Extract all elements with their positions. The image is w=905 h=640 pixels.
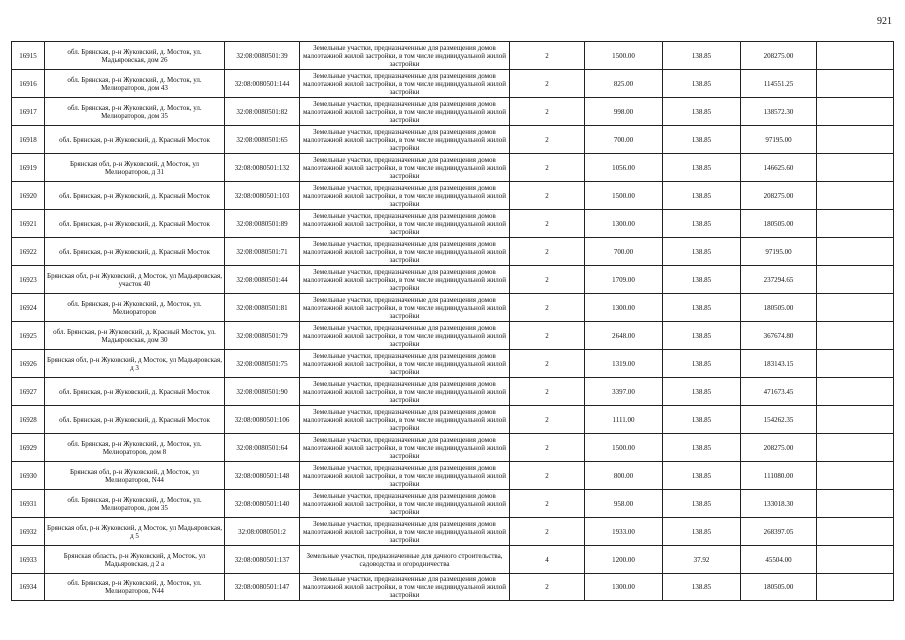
cadastral-number-cell: 32:08:0080501:75 xyxy=(225,350,300,378)
area-cell: 3397.00 xyxy=(585,378,663,406)
cadastral-number-cell: 32:08:0080501:89 xyxy=(225,210,300,238)
land-use-cell: Земельные участки, предназначенные для размещения домов малоэтажной жилой застройки, в том числе индивидуальной жилой застройки xyxy=(300,378,510,406)
address-cell: обл. Брянская, р-н Жуковский, д. Мосток, ул. Мадьяровская, дом 26 xyxy=(45,42,225,70)
empty-cell xyxy=(817,350,894,378)
rate-cell: 138.85 xyxy=(663,126,741,154)
land-use-cell: Земельные участки, предназначенные для размещения домов малоэтажной жилой застройки, в том числе индивидуальной жилой застройки xyxy=(300,462,510,490)
cadastral-value-cell: 97195.00 xyxy=(741,238,817,266)
empty-cell xyxy=(817,210,894,238)
address-cell: обл. Брянская, р-н Жуковский, д. Мосток, ул. Мелиораторов xyxy=(45,294,225,322)
empty-cell xyxy=(817,42,894,70)
cadastral-number-cell: 32:08:0080501:39 xyxy=(225,42,300,70)
cadastral-number-cell: 32:08:0080501:82 xyxy=(225,98,300,126)
row-id: 16919 xyxy=(12,154,45,182)
address-cell: Брянская обл, р-н Жуковский, д Мосток, ул Мелиораторов, N44 xyxy=(45,462,225,490)
land-use-cell: Земельные участки, предназначенные для размещения домов малоэтажной жилой застройки, в том числе индивидуальной жилой застройки xyxy=(300,154,510,182)
group-cell: 2 xyxy=(510,238,585,266)
rate-cell: 37.92 xyxy=(663,546,741,574)
rate-cell: 138.85 xyxy=(663,98,741,126)
cadastral-number-cell: 32:08:0080501:106 xyxy=(225,406,300,434)
row-id: 16934 xyxy=(12,574,45,601)
cadastral-number-cell: 32:08:0080501:44 xyxy=(225,266,300,294)
cadastral-value-cell: 111080.00 xyxy=(741,462,817,490)
group-cell: 2 xyxy=(510,210,585,238)
group-cell: 2 xyxy=(510,126,585,154)
group-cell: 2 xyxy=(510,518,585,546)
address-cell: обл. Брянская, р-н Жуковский, д. Красный Мосток xyxy=(45,406,225,434)
address-cell: обл. Брянская, р-н Жуковский, д. Красный Мосток xyxy=(45,238,225,266)
row-id: 16927 xyxy=(12,378,45,406)
land-use-cell: Земельные участки, предназначенные для размещения домов малоэтажной жилой застройки, в том числе индивидуальной жилой застройки xyxy=(300,210,510,238)
row-id: 16933 xyxy=(12,546,45,574)
land-use-cell: Земельные участки, предназначенные для размещения домов малоэтажной жилой застройки, в том числе индивидуальной жилой застройки xyxy=(300,266,510,294)
address-cell: обл. Брянская, р-н Жуковский, д. Красный Мосток xyxy=(45,182,225,210)
cadastral-number-cell: 32:08:0080501:65 xyxy=(225,126,300,154)
row-id: 16920 xyxy=(12,182,45,210)
empty-cell xyxy=(817,406,894,434)
empty-cell xyxy=(817,294,894,322)
land-use-cell: Земельные участки, предназначенные для размещения домов малоэтажной жилой застройки, в том числе индивидуальной жилой застройки xyxy=(300,126,510,154)
empty-cell xyxy=(817,266,894,294)
cadastral-number-cell: 32:08:0080501:71 xyxy=(225,238,300,266)
area-cell: 1111.00 xyxy=(585,406,663,434)
cadastral-number-cell: 32:08:0080501:144 xyxy=(225,70,300,98)
empty-cell xyxy=(817,378,894,406)
area-cell: 700.00 xyxy=(585,238,663,266)
land-use-cell: Земельные участки, предназначенные для размещения домов малоэтажной жилой застройки, в том числе индивидуальной жилой застройки xyxy=(300,574,510,601)
empty-cell xyxy=(817,490,894,518)
group-cell: 2 xyxy=(510,462,585,490)
empty-cell xyxy=(817,70,894,98)
group-cell: 2 xyxy=(510,490,585,518)
group-cell: 2 xyxy=(510,70,585,98)
empty-cell xyxy=(817,238,894,266)
row-id: 16929 xyxy=(12,434,45,462)
table-row xyxy=(12,98,894,126)
land-use-cell: Земельные участки, предназначенные для размещения домов малоэтажной жилой застройки, в том числе индивидуальной жилой застройки xyxy=(300,322,510,350)
rate-cell: 138.85 xyxy=(663,462,741,490)
rate-cell: 138.85 xyxy=(663,266,741,294)
rate-cell: 138.85 xyxy=(663,574,741,601)
cadastral-value-cell: 180505.00 xyxy=(741,210,817,238)
group-cell: 2 xyxy=(510,406,585,434)
address-cell: обл. Брянская, р-н Жуковский, д. Красный Мосток xyxy=(45,378,225,406)
area-cell: 1300.00 xyxy=(585,210,663,238)
land-use-cell: Земельные участки, предназначенные для размещения домов малоэтажной жилой застройки, в том числе индивидуальной жилой застройки xyxy=(300,182,510,210)
cadastral-number-cell: 32:08:0080501:90 xyxy=(225,378,300,406)
rate-cell: 138.85 xyxy=(663,378,741,406)
cadastral-value-cell: 183143.15 xyxy=(741,350,817,378)
rate-cell: 138.85 xyxy=(663,434,741,462)
area-cell: 800.00 xyxy=(585,462,663,490)
row-id: 16918 xyxy=(12,126,45,154)
cadastral-number-cell: 32:08:0080501:140 xyxy=(225,490,300,518)
rate-cell: 138.85 xyxy=(663,322,741,350)
rate-cell: 138.85 xyxy=(663,294,741,322)
rate-cell: 138.85 xyxy=(663,406,741,434)
cadastral-value-cell: 237294.65 xyxy=(741,266,817,294)
row-id: 16924 xyxy=(12,294,45,322)
area-cell: 1709.00 xyxy=(585,266,663,294)
rate-cell: 138.85 xyxy=(663,238,741,266)
land-use-cell: Земельные участки, предназначенные для размещения домов малоэтажной жилой застройки, в том числе индивидуальной жилой застройки xyxy=(300,238,510,266)
table-row xyxy=(12,42,894,70)
land-use-cell: Земельные участки, предназначенные для размещения домов малоэтажной жилой застройки, в том числе индивидуальной жилой застройки xyxy=(300,406,510,434)
row-id: 16915 xyxy=(12,42,45,70)
cadastral-value-cell: 97195.00 xyxy=(741,126,817,154)
table-row xyxy=(12,154,894,182)
land-use-cell: Земельные участки, предназначенные для размещения домов малоэтажной жилой застройки, в том числе индивидуальной жилой застройки xyxy=(300,490,510,518)
area-cell: 1500.00 xyxy=(585,434,663,462)
table-row xyxy=(12,70,894,98)
address-cell: обл. Брянская, р-н Жуковский, д. Мосток, ул. Мелиораторов, дом 35 xyxy=(45,490,225,518)
cadastral-value-cell: 208275.00 xyxy=(741,182,817,210)
land-use-cell: Земельные участки, предназначенные для дачного строительства, садоводства и огородничества xyxy=(300,546,510,574)
cadastral-number-cell: 32:08:0080501:147 xyxy=(225,574,300,601)
land-use-cell: Земельные участки, предназначенные для размещения домов малоэтажной жилой застройки, в том числе индивидуальной жилой застройки xyxy=(300,98,510,126)
cadastral-number-cell: 32:08:0080501:64 xyxy=(225,434,300,462)
address-cell: Брянская обл, р-н Жуковский, д Мосток, ул Мадьяровская, д 3 xyxy=(45,350,225,378)
table-row xyxy=(12,462,894,490)
area-cell: 1300.00 xyxy=(585,294,663,322)
empty-cell xyxy=(817,98,894,126)
rate-cell: 138.85 xyxy=(663,154,741,182)
row-id: 16930 xyxy=(12,462,45,490)
row-id: 16923 xyxy=(12,266,45,294)
row-id: 16926 xyxy=(12,350,45,378)
area-cell: 1319.00 xyxy=(585,350,663,378)
cadastral-value-cell: 154262.35 xyxy=(741,406,817,434)
empty-cell xyxy=(817,546,894,574)
cadastral-number-cell: 32:08:0080501:81 xyxy=(225,294,300,322)
address-cell: обл. Брянская, р-н Жуковский, д. Мосток, ул. Мелиораторов, дом 35 xyxy=(45,98,225,126)
area-cell: 998.00 xyxy=(585,98,663,126)
table-row xyxy=(12,574,894,601)
table-row xyxy=(12,294,894,322)
address-cell: Брянская область, р-н Жуковский, д Мосток, ул Мадьяровская, д 2 а xyxy=(45,546,225,574)
row-id: 16928 xyxy=(12,406,45,434)
cadastral-value-cell: 471673.45 xyxy=(741,378,817,406)
cadastral-value-cell: 45504.00 xyxy=(741,546,817,574)
table-row xyxy=(12,350,894,378)
cadastral-value-cell: 114551.25 xyxy=(741,70,817,98)
empty-cell xyxy=(817,154,894,182)
rate-cell: 138.85 xyxy=(663,210,741,238)
rate-cell: 138.85 xyxy=(663,42,741,70)
cadastral-number-cell: 32:08:0080501:137 xyxy=(225,546,300,574)
address-cell: обл. Брянская, р-н Жуковский, д. Мосток, ул. Мелиораторов, N44 xyxy=(45,574,225,601)
cadastral-number-cell: 32:08:0080501:103 xyxy=(225,182,300,210)
cadastral-value-cell: 180505.00 xyxy=(741,294,817,322)
area-cell: 1933.00 xyxy=(585,518,663,546)
group-cell: 2 xyxy=(510,42,585,70)
cadastral-value-cell: 208275.00 xyxy=(741,434,817,462)
table-row xyxy=(12,518,894,546)
address-cell: обл. Брянская, р-н Жуковский, д. Красный Мосток xyxy=(45,126,225,154)
area-cell: 700.00 xyxy=(585,126,663,154)
cadastral-value-cell: 133018.30 xyxy=(741,490,817,518)
table-row xyxy=(12,490,894,518)
group-cell: 2 xyxy=(510,322,585,350)
group-cell: 2 xyxy=(510,434,585,462)
area-cell: 1056.00 xyxy=(585,154,663,182)
area-cell: 2648.00 xyxy=(585,322,663,350)
rate-cell: 138.85 xyxy=(663,350,741,378)
land-registry-table xyxy=(11,41,894,601)
table-row xyxy=(12,434,894,462)
area-cell: 1500.00 xyxy=(585,42,663,70)
address-cell: Брянская обл, р-н Жуковский, д Мосток, ул Мелиораторов, д 31 xyxy=(45,154,225,182)
address-cell: обл. Брянская, р-н Жуковский, д. Мосток, ул. Мелиораторов, дом 43 xyxy=(45,70,225,98)
page-number: 921 xyxy=(877,16,892,27)
cadastral-number-cell: 32:08:0080501:79 xyxy=(225,322,300,350)
area-cell: 958.00 xyxy=(585,490,663,518)
empty-cell xyxy=(817,322,894,350)
area-cell: 1500.00 xyxy=(585,182,663,210)
cadastral-number-cell: 32:08:0080501:2 xyxy=(225,518,300,546)
table-row xyxy=(12,266,894,294)
row-id: 16932 xyxy=(12,518,45,546)
rate-cell: 138.85 xyxy=(663,490,741,518)
group-cell: 2 xyxy=(510,182,585,210)
land-use-cell: Земельные участки, предназначенные для размещения домов малоэтажной жилой застройки, в том числе индивидуальной жилой застройки xyxy=(300,42,510,70)
table-row xyxy=(12,322,894,350)
empty-cell xyxy=(817,574,894,601)
rate-cell: 138.85 xyxy=(663,518,741,546)
empty-cell xyxy=(817,182,894,210)
empty-cell xyxy=(817,518,894,546)
group-cell: 2 xyxy=(510,98,585,126)
table-row xyxy=(12,238,894,266)
cadastral-value-cell: 138572.30 xyxy=(741,98,817,126)
group-cell: 2 xyxy=(510,294,585,322)
cadastral-number-cell: 32:08:0080501:132 xyxy=(225,154,300,182)
land-use-cell: Земельные участки, предназначенные для размещения домов малоэтажной жилой застройки, в том числе индивидуальной жилой застройки xyxy=(300,294,510,322)
row-id: 16922 xyxy=(12,238,45,266)
group-cell: 2 xyxy=(510,154,585,182)
land-use-cell: Земельные участки, предназначенные для размещения домов малоэтажной жилой застройки, в том числе индивидуальной жилой застройки xyxy=(300,518,510,546)
cadastral-value-cell: 208275.00 xyxy=(741,42,817,70)
table-row xyxy=(12,210,894,238)
row-id: 16931 xyxy=(12,490,45,518)
row-id: 16921 xyxy=(12,210,45,238)
address-cell: обл. Брянская, р-н Жуковский, д. Мосток, ул. Мелиораторов, дом 8 xyxy=(45,434,225,462)
rate-cell: 138.85 xyxy=(663,182,741,210)
empty-cell xyxy=(817,462,894,490)
empty-cell xyxy=(817,126,894,154)
cadastral-value-cell: 146625.60 xyxy=(741,154,817,182)
cadastral-number-cell: 32:08:0080501:148 xyxy=(225,462,300,490)
group-cell: 2 xyxy=(510,266,585,294)
group-cell: 4 xyxy=(510,546,585,574)
area-cell: 1300.00 xyxy=(585,574,663,601)
cadastral-value-cell: 180505.00 xyxy=(741,574,817,601)
cadastral-value-cell: 367674.80 xyxy=(741,322,817,350)
group-cell: 2 xyxy=(510,350,585,378)
cadastral-value-cell: 268397.05 xyxy=(741,518,817,546)
group-cell: 2 xyxy=(510,574,585,601)
table-row xyxy=(12,182,894,210)
table-row xyxy=(12,546,894,574)
empty-cell xyxy=(817,434,894,462)
land-use-cell: Земельные участки, предназначенные для размещения домов малоэтажной жилой застройки, в том числе индивидуальной жилой застройки xyxy=(300,350,510,378)
group-cell: 2 xyxy=(510,378,585,406)
table-row xyxy=(12,126,894,154)
row-id: 16916 xyxy=(12,70,45,98)
land-use-cell: Земельные участки, предназначенные для размещения домов малоэтажной жилой застройки, в том числе индивидуальной жилой застройки xyxy=(300,434,510,462)
table-row xyxy=(12,378,894,406)
land-use-cell: Земельные участки, предназначенные для размещения домов малоэтажной жилой застройки, в том числе индивидуальной жилой застройки xyxy=(300,70,510,98)
area-cell: 825.00 xyxy=(585,70,663,98)
table-row xyxy=(12,406,894,434)
row-id: 16925 xyxy=(12,322,45,350)
address-cell: Брянская обл, р-н Жуковский, д Мосток, ул Мадьяровская, участок 40 xyxy=(45,266,225,294)
rate-cell: 138.85 xyxy=(663,70,741,98)
address-cell: Брянская обл, р-н Жуковский, д Мосток, ул Мадьяровская, д 5 xyxy=(45,518,225,546)
row-id: 16917 xyxy=(12,98,45,126)
address-cell: обл. Брянская, р-н Жуковский, д. Красный Мосток xyxy=(45,210,225,238)
address-cell: обл. Брянская, р-н Жуковский, д. Красный Мосток, ул. Мадьяровская, дом 30 xyxy=(45,322,225,350)
area-cell: 1200.00 xyxy=(585,546,663,574)
